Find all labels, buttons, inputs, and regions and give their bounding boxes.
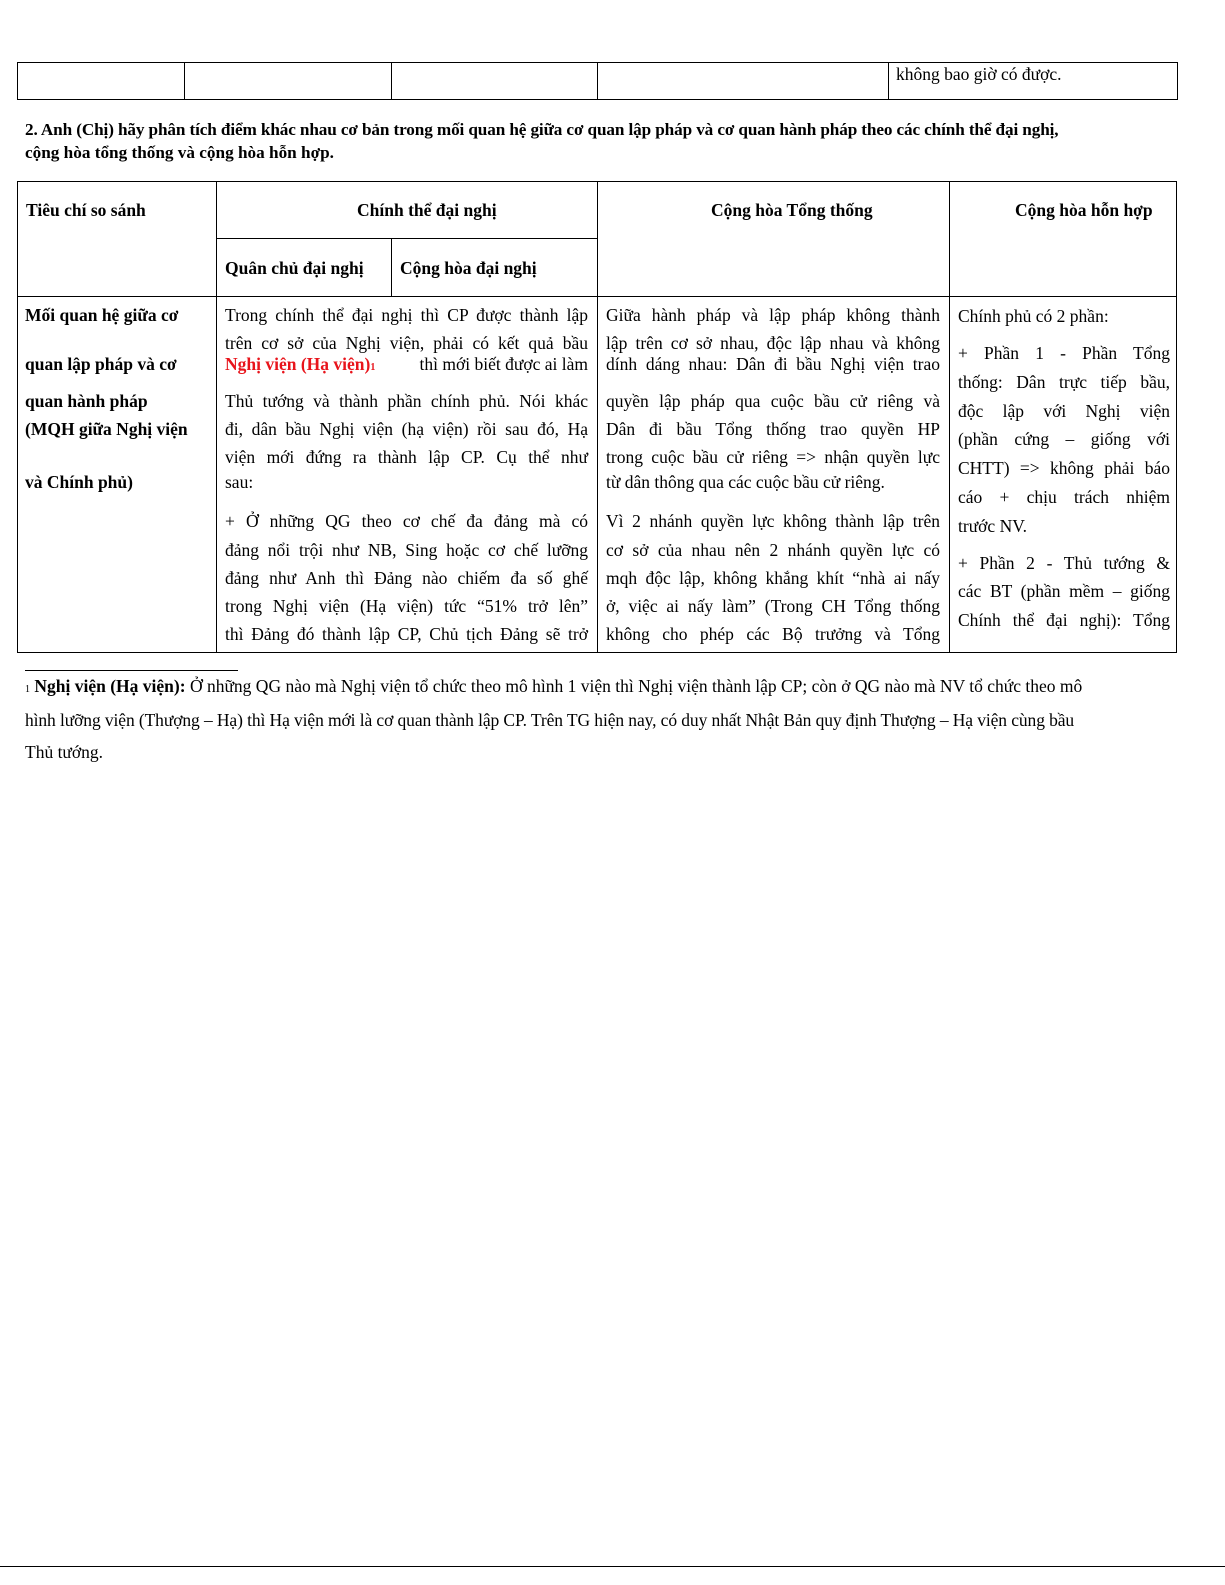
footnote-line-3: Thủ tướng. <box>25 742 104 762</box>
text-line: thì Đảng đó thành lập CP, Chủ tịch Đảng sẽ trở <box>225 624 588 644</box>
footnote-marker[interactable]: 1 <box>370 362 376 373</box>
text-line: ở, việc ai nấy làm” (Trong CH Tổng thống <box>606 596 940 616</box>
header-parliamentary: Chính thể đại nghị <box>357 200 497 220</box>
footnote-term-ref: Nghị viện (Hạ viện) <box>225 354 371 374</box>
text-line: Vì 2 nhánh quyền lực không thành lập trên <box>606 511 940 531</box>
text-line: lập trên cơ sở nhau, độc lập nhau và không <box>606 333 940 353</box>
criteria-line: và Chính phủ) <box>25 472 133 492</box>
text-line: Thủ tướng và thành phần chính phủ. Nói khác <box>225 391 588 411</box>
text-line: CHTT) => không phải báo <box>958 458 1170 478</box>
text-line: thống: Dân trực tiếp bầu, <box>958 372 1170 392</box>
top-table-last-cell: không bao giờ có được. <box>896 64 1062 84</box>
text-line: quyền lập pháp qua cuộc bầu cử riêng và <box>606 391 940 411</box>
page-bottom-rule <box>0 1566 1225 1567</box>
footnote-term: Nghị viện (Hạ viện): <box>34 676 186 696</box>
question-line-1: 2. Anh (Chị) hãy phân tích điểm khác nhau cơ bản trong mối quan hệ giữa cơ quan lập pháp và cơ quan hành pháp theo các chính thể đại nghị, <box>25 120 1059 139</box>
text-line: trước NV. <box>958 516 1027 536</box>
text-line: trong Nghị viện (Hạ viện) tức “51% trở lên” <box>225 596 588 616</box>
text-line: không cho phép các Bộ trưởng và Tổng <box>606 624 940 644</box>
criteria-line: quan lập pháp và cơ <box>25 354 177 374</box>
text-line: Chính phủ có 2 phần: <box>958 306 1109 326</box>
text-line: + Ở những QG theo cơ chế đa đảng mà có <box>225 511 588 531</box>
text-line: mqh độc lập, không khắng khít “nhà ai nấy <box>606 568 940 588</box>
header-mixed: Cộng hòa hỗn hợp <box>1015 200 1153 220</box>
header-constitutional-monarchy: Quân chủ đại nghị <box>225 258 364 278</box>
text-line: + Phần 2 - Thủ tướng & <box>958 553 1170 573</box>
text-line: viện mới đứng ra thành lập CP. Cụ thể như <box>225 447 588 467</box>
text-line: trên cơ sở của Nghị viện, phải có kết quả bầu <box>225 333 588 353</box>
text-line: các BT (phần mềm – giống <box>958 581 1170 601</box>
criteria-line: Mối quan hệ giữa cơ <box>25 305 179 325</box>
text-fragment: thì mới biết được ai làm <box>419 354 588 374</box>
text-line: Dân đi bầu Tổng thống trao quyền HP <box>606 419 940 439</box>
text-line: sau: <box>225 472 254 492</box>
criteria-line: (MQH giữa Nghị viện <box>25 419 188 439</box>
text-line: Chính thể đại nghị): Tổng <box>958 610 1170 630</box>
text-line: dính dáng nhau: Dân đi bầu Nghị viện trao <box>606 354 940 374</box>
footnote-text: Ở những QG nào mà Nghị viện tổ chức theo mô hình 1 viện thì Nghị viện thành lập CP; còn ở QG nào mà NV tổ chức theo mô <box>185 676 1083 696</box>
header-criteria: Tiêu chí so sánh <box>26 200 146 220</box>
text-line: Trong chính thể đại nghị thì CP được thành lập <box>225 305 588 325</box>
text-line: trong cuộc bầu cử riêng => nhận quyền lực <box>606 447 940 467</box>
text-line: cơ sở của nhau nên 2 nhánh quyền lực có <box>606 540 940 560</box>
text-line: đi, dân bầu Nghị viện (hạ viện) rồi sau đó, Hạ <box>225 419 588 439</box>
text-line: đảng nổi trội như NB, Sing hoặc cơ chế lưỡng <box>225 540 588 560</box>
header-presidential: Cộng hòa Tổng thống <box>711 200 873 220</box>
text-line: từ dân thông qua các cuộc bầu cử riêng. <box>606 472 885 492</box>
question-line-2: cộng hòa tổng thống và cộng hòa hỗn hợp. <box>25 143 334 162</box>
header-parliamentary-republic: Cộng hòa đại nghị <box>400 258 537 278</box>
text-line: đảng như Anh thì Đảng nào chiếm đa số ghế <box>225 568 588 588</box>
text-line: Giữa hành pháp và lập pháp không thành <box>606 305 940 325</box>
footnote-separator <box>25 670 238 671</box>
criteria-line: quan hành pháp <box>25 391 148 411</box>
text-line: (phần cứng – giống với <box>958 429 1170 449</box>
text-line: độc lập với Nghị viện <box>958 401 1170 421</box>
footnote-number: 1 <box>25 684 30 695</box>
footnote-line-1 <box>25 676 1082 697</box>
text-line: + Phần 1 - Phần Tổng <box>958 343 1170 363</box>
footnote-line-2: hình lưỡng viện (Thượng – Hạ) thì Hạ viện mới là cơ quan thành lập CP. Trên TG hiện nay, có duy nhất Nhật Bản quy định Thượng – Hạ viện cùng bầu <box>25 710 1075 730</box>
text-line-with-footnote-ref <box>225 354 588 375</box>
text-line: cáo + chịu trách nhiệm <box>958 487 1170 507</box>
